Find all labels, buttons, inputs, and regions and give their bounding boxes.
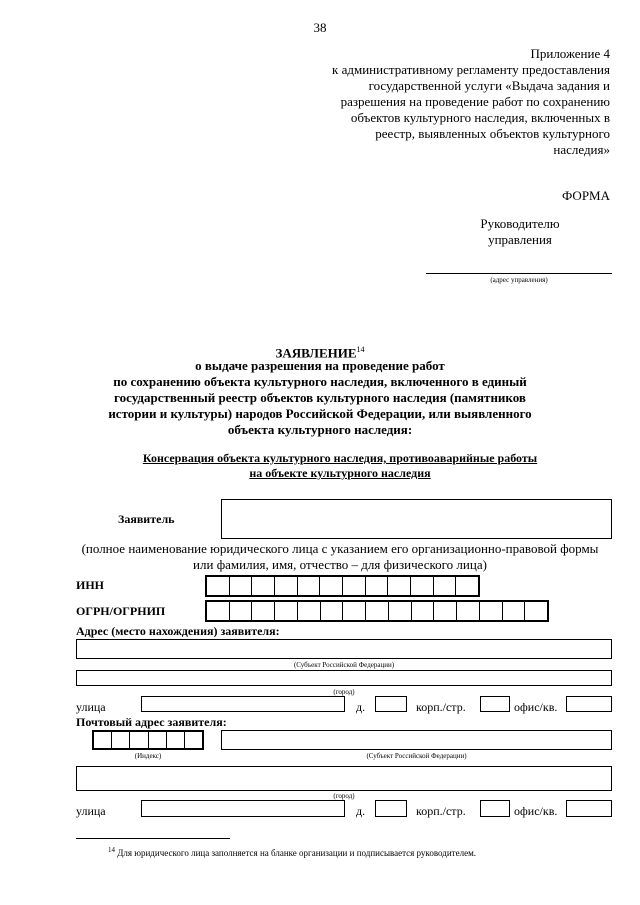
work-type-line: Консервация объекта культурного наследия, противоаварийные работы [142, 451, 538, 465]
address-house-label: д. [356, 700, 366, 714]
postal-subject-field[interactable] [221, 730, 612, 750]
page-number: 38 [313, 20, 327, 35]
postal-office-field[interactable] [566, 800, 612, 817]
inn-cell[interactable] [456, 577, 478, 595]
ogrn-cell[interactable] [230, 602, 253, 620]
ogrn-cell[interactable] [480, 602, 503, 620]
inn-cell[interactable] [366, 577, 389, 595]
postal-building-field[interactable] [480, 800, 510, 817]
index-cell[interactable] [112, 732, 130, 748]
inn-cell[interactable] [207, 577, 230, 595]
statement-line: объекта культурного наследия: [227, 422, 413, 437]
inn-field[interactable] [205, 575, 480, 597]
addressee-line2: управления [488, 232, 552, 247]
ogrn-cell[interactable] [503, 602, 526, 620]
address-office-field[interactable] [566, 696, 612, 712]
postal-house-field[interactable] [375, 800, 407, 817]
inn-cell[interactable] [343, 577, 366, 595]
address-building-field[interactable] [480, 696, 510, 712]
appendix-line: государственной услуги «Выдача задания и [368, 78, 610, 93]
work-type [40, 451, 640, 481]
address-subject-field[interactable] [76, 639, 612, 659]
applicant-hint-line: (полное наименование юридического лица с указанием его организационно-правовой формы [81, 541, 599, 556]
applicant-name-field[interactable] [221, 499, 612, 539]
footnote-number: 14 [108, 846, 115, 854]
address-house-field[interactable] [375, 696, 407, 712]
statement-line: по сохранению объекта культурного наследия, включенного в единый [113, 374, 527, 389]
postal-house-label: д. [356, 804, 366, 818]
form-label: ФОРМА [562, 188, 610, 203]
index-cell[interactable] [94, 732, 112, 748]
postal-office-label: офис/кв. [514, 804, 558, 818]
inn-cell[interactable] [230, 577, 253, 595]
ogrn-cell[interactable] [412, 602, 435, 620]
inn-cell[interactable] [298, 577, 321, 595]
address-street-label: улица [76, 700, 106, 714]
statement-subtitle [40, 358, 600, 438]
addressee-line1: Руководителю [480, 216, 560, 231]
postal-index-field[interactable] [92, 730, 204, 750]
ogrn-field[interactable] [205, 600, 549, 622]
ogrn-label: ОГРН/ОГРНИП [76, 604, 166, 618]
statement-title-text: ЗАЯВЛЕНИЕ [275, 345, 357, 361]
inn-cell[interactable] [434, 577, 457, 595]
statement-line: о выдаче разрешения на проведение работ [195, 358, 445, 373]
ogrn-cell[interactable] [389, 602, 412, 620]
footnote [108, 845, 476, 859]
ogrn-cell[interactable] [525, 602, 547, 620]
postal-street-label: улица [76, 804, 106, 818]
work-type-line: на объекте культурного наследия [249, 466, 431, 480]
appendix-line: к административному регламенту предоставления [332, 62, 610, 77]
applicant-hint-line: или фамилия, имя, отчество – для физического лица) [193, 557, 487, 572]
index-cell[interactable] [185, 732, 202, 748]
address-subject-caption: (Субъект Российской Федерации) [293, 661, 395, 669]
postal-street-field[interactable] [141, 800, 345, 817]
footnote-ref: 14 [356, 345, 365, 354]
index-cell[interactable] [167, 732, 185, 748]
index-cell[interactable] [130, 732, 148, 748]
appendix-line: разрешения на проведение работ по сохранению [340, 94, 610, 109]
inn-cell[interactable] [320, 577, 343, 595]
address-office-label: офис/кв. [514, 700, 558, 714]
address-heading: Адрес (место нахождения) заявителя: [76, 624, 280, 638]
ogrn-cell[interactable] [321, 602, 344, 620]
ogrn-cell[interactable] [434, 602, 457, 620]
inn-cell[interactable] [275, 577, 298, 595]
appendix-block [280, 46, 610, 158]
address-building-label: корп./стр. [416, 700, 466, 714]
inn-cell[interactable] [388, 577, 411, 595]
ogrn-cell[interactable] [275, 602, 298, 620]
inn-cell[interactable] [252, 577, 275, 595]
appendix-line: объектов культурного наследия, включенных в [350, 110, 610, 125]
ogrn-cell[interactable] [457, 602, 480, 620]
ogrn-cell[interactable] [252, 602, 275, 620]
appendix-line: Приложение 4 [530, 46, 610, 61]
postal-city-caption: (город) [333, 792, 355, 800]
inn-label: ИНН [76, 578, 105, 592]
ogrn-cell[interactable] [298, 602, 321, 620]
postal-heading: Почтовый адрес заявителя: [76, 715, 227, 729]
footnote-separator [76, 838, 230, 839]
ogrn-cell[interactable] [343, 602, 366, 620]
postal-subject-caption: (Субъект Российской Федерации) [366, 752, 467, 760]
ogrn-cell[interactable] [366, 602, 389, 620]
index-cell[interactable] [149, 732, 167, 748]
addressee-signature-line [426, 273, 612, 274]
address-street-field[interactable] [141, 696, 345, 712]
postal-building-label: корп./стр. [416, 804, 466, 818]
postal-city-field[interactable] [76, 766, 612, 791]
statement-line: государственный реестр объектов культурного наследия (памятников [114, 390, 526, 405]
postal-index-caption: (Индекс) [134, 752, 162, 760]
address-city-field[interactable] [76, 670, 612, 686]
footnote-text: Для юридического лица заполняется на бланке организации и подписывается руководителем. [117, 848, 477, 858]
applicant-hint [60, 541, 620, 573]
ogrn-cell[interactable] [207, 602, 230, 620]
inn-cell[interactable] [411, 577, 434, 595]
addressee-caption: (адрес управления) [490, 276, 548, 284]
applicant-label: Заявитель [118, 512, 175, 526]
address-city-caption: (город) [333, 688, 355, 696]
appendix-line: наследия» [553, 142, 610, 157]
statement-line: истории и культуры) народов Российской Федерации, или выявленного [108, 406, 532, 421]
appendix-line: реестр, выявленных объектов культурного [375, 126, 610, 141]
